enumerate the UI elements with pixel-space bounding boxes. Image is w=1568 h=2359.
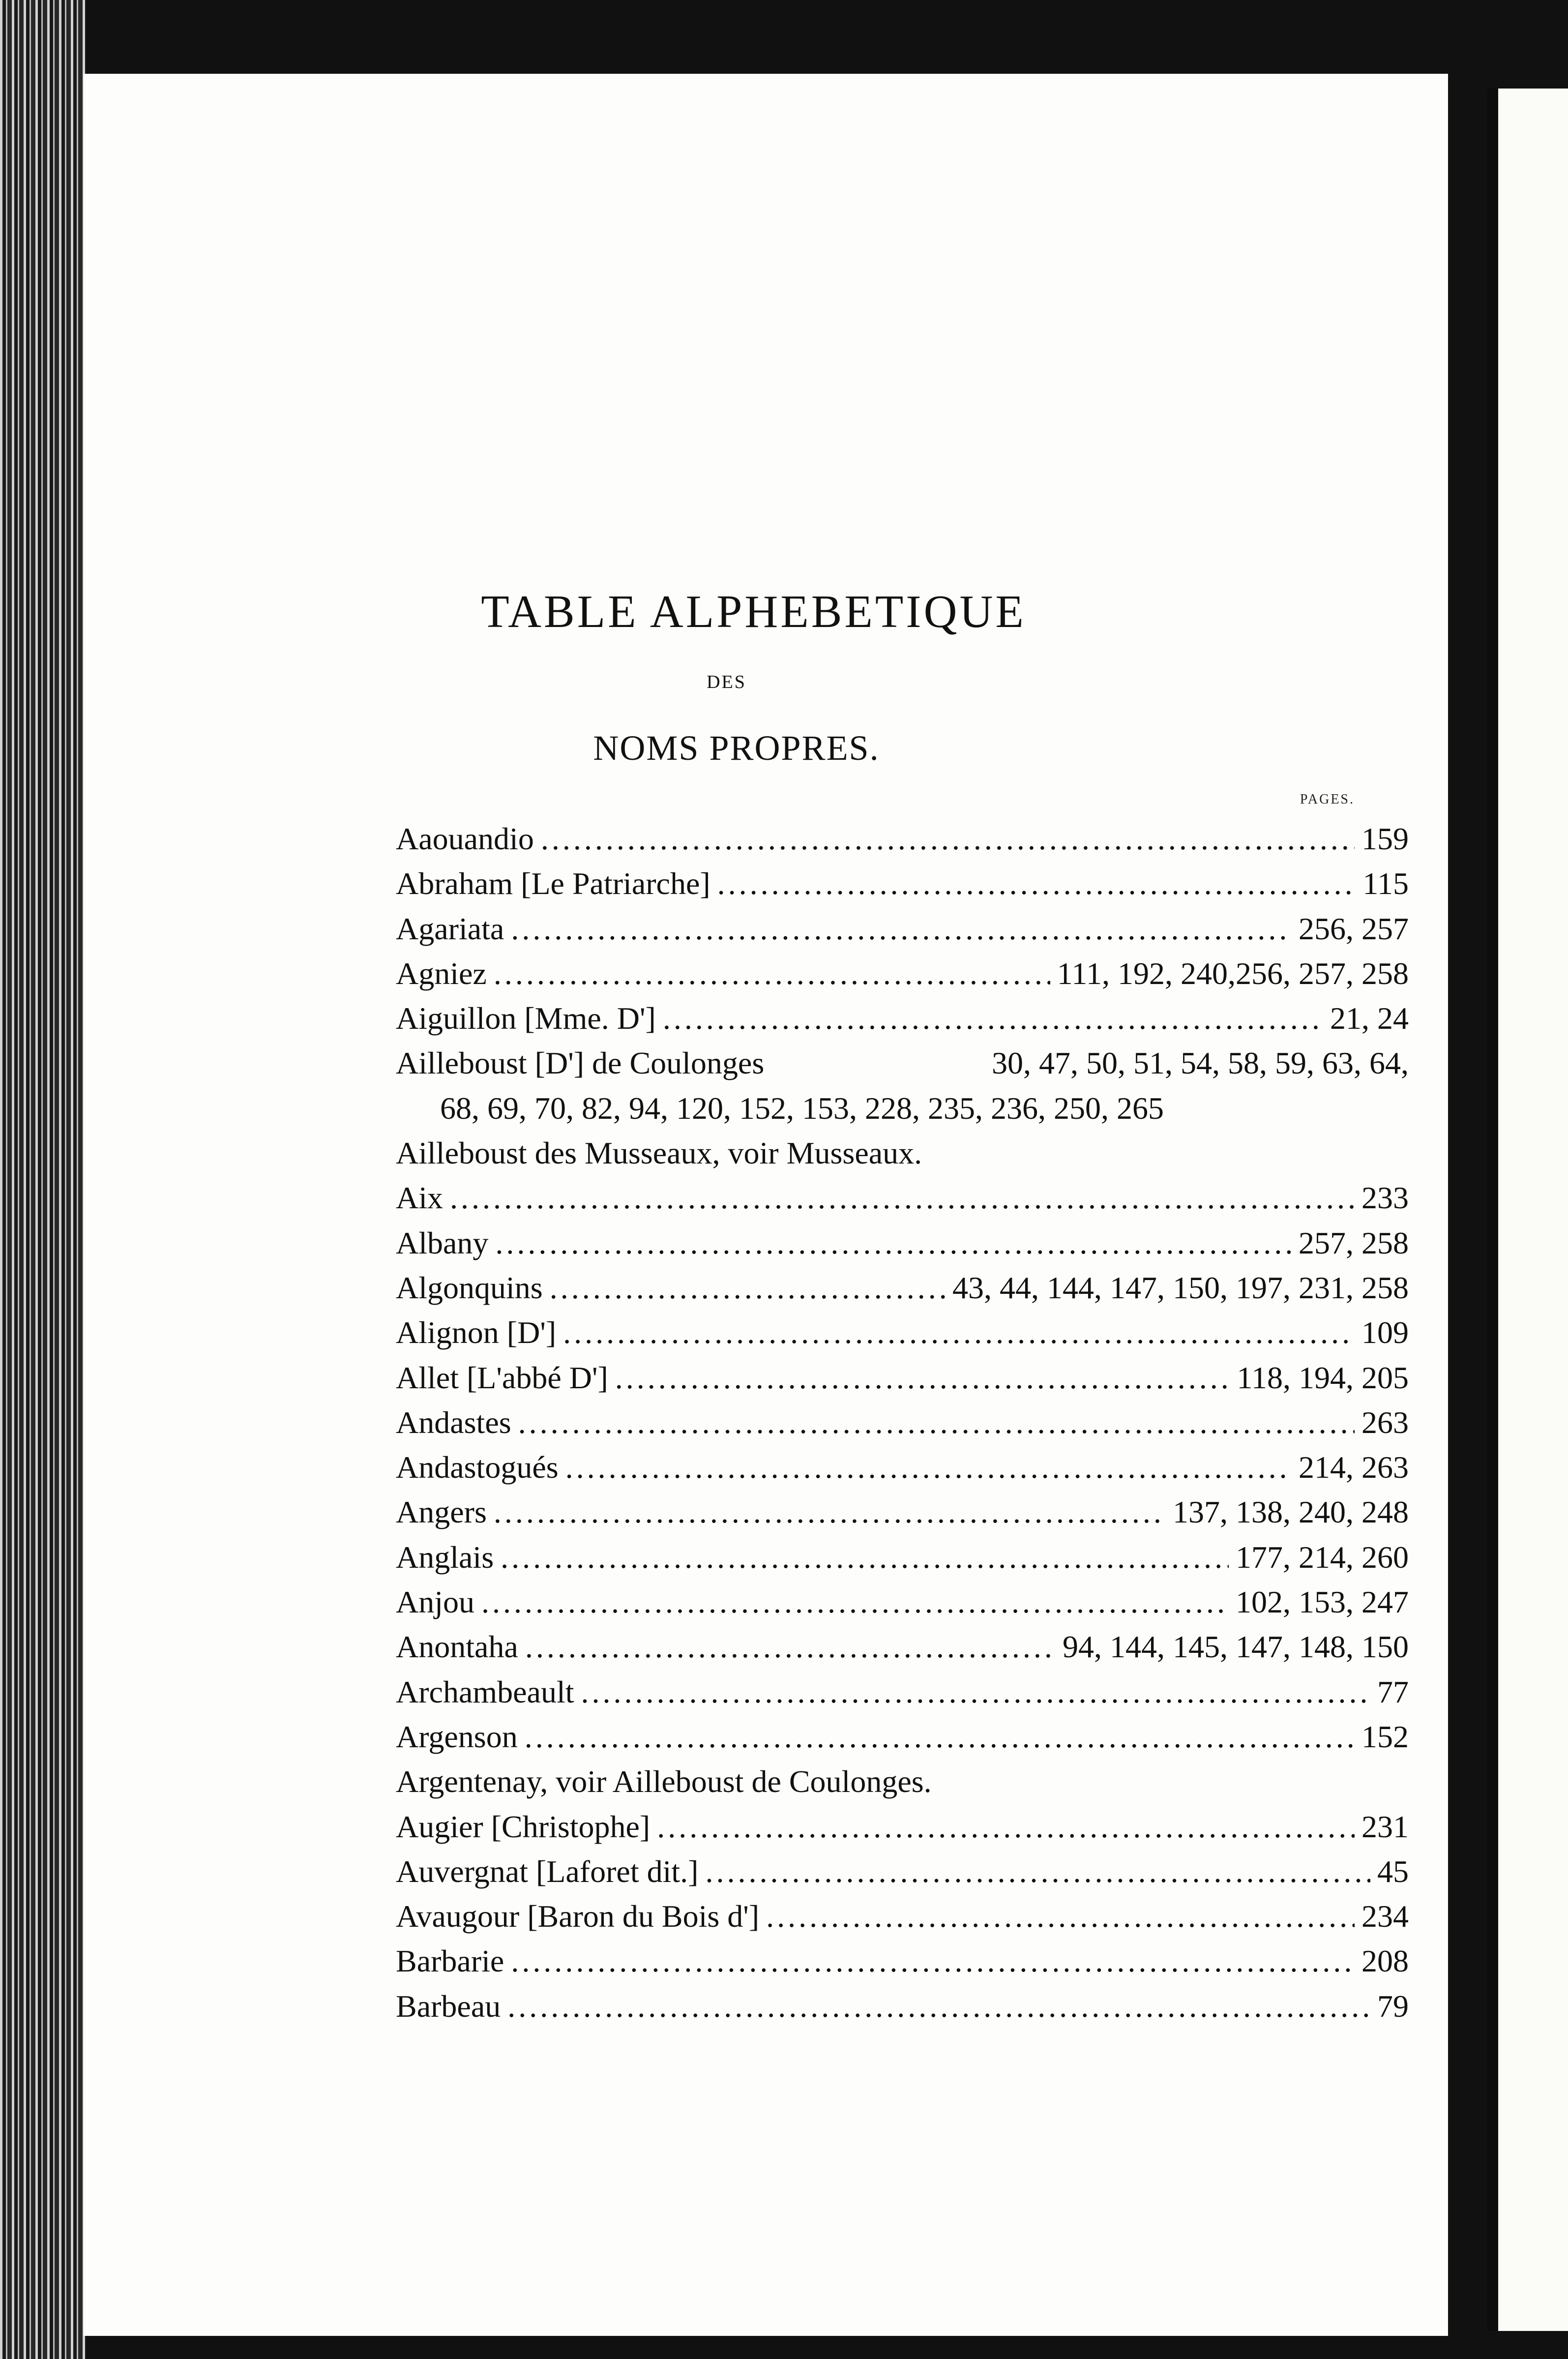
index-entry — [396, 1490, 1409, 1534]
entry-pages: 43, 44, 144, 147, 150, 197, 231, 258 — [952, 1270, 1409, 1305]
see-also-entry: Ailleboust des Musseaux, voir Musseaux. — [396, 1135, 922, 1171]
leader-dots — [550, 1265, 946, 1310]
leader-dots — [563, 1310, 1355, 1355]
index-entry — [396, 861, 1409, 906]
leader-dots — [565, 1445, 1292, 1490]
leader-dots — [717, 861, 1356, 906]
leader-dots — [511, 906, 1292, 951]
title-connector: DES — [707, 672, 746, 692]
leader-dots — [511, 1939, 1355, 1983]
entry-name: Argenson — [396, 1719, 518, 1754]
entry-pages: 231 — [1361, 1809, 1409, 1844]
index-entry — [396, 1939, 1409, 1983]
leader-dots — [518, 1400, 1355, 1445]
entry-name: Agniez — [396, 956, 487, 991]
index-entry — [396, 1265, 1409, 1310]
entry-name: Avaugour [Baron du Bois d'] — [396, 1899, 760, 1934]
leader-dots — [494, 951, 1050, 996]
entry-name: Anontaha — [396, 1629, 518, 1665]
entry-name: Allet [L'abbé D'] — [396, 1360, 608, 1395]
index-entry — [396, 1670, 1409, 1714]
entry-name: Andastes — [396, 1404, 511, 1440]
page-subtitle: NOMS PROPRES. — [593, 728, 880, 768]
entry-pages: 102, 153, 247 — [1236, 1584, 1409, 1620]
entry-pages: 256, 257 — [1299, 911, 1409, 946]
entry-name: Aix — [396, 1180, 443, 1216]
entry-name: Ailleboust [D'] de Coulonges — [396, 1045, 765, 1081]
index-entry — [396, 1041, 1409, 1085]
index-entry — [396, 1175, 1409, 1220]
entry-pages: 118, 194, 205 — [1237, 1360, 1409, 1395]
entry-name: Anjou — [396, 1584, 474, 1620]
leader-dots — [705, 1849, 1370, 1894]
entry-pages: 234 — [1361, 1899, 1409, 1934]
entry-pages: 233 — [1361, 1180, 1409, 1216]
entry-name: Angers — [396, 1494, 487, 1530]
entry-name: Abraham [Le Patriarche] — [396, 866, 710, 901]
index-entry — [396, 1535, 1409, 1580]
index-entry — [396, 1580, 1409, 1624]
entry-pages: 177, 214, 260 — [1236, 1539, 1409, 1575]
entry-pages: 159 — [1361, 821, 1409, 856]
entry-pages: 214, 263 — [1299, 1450, 1409, 1485]
entry-name: Algonquins — [396, 1270, 543, 1305]
leader-dots — [615, 1355, 1230, 1400]
leader-dots — [501, 1535, 1229, 1580]
leader-dots — [581, 1670, 1371, 1714]
entry-name: Albany — [396, 1225, 489, 1260]
leader-dots — [525, 1624, 1056, 1669]
entry-name: Auvergnat [Laforet dit.] — [396, 1853, 699, 1889]
index-entry — [396, 1984, 1409, 2029]
leader-dots — [663, 996, 1323, 1041]
leader-dots — [494, 1490, 1166, 1534]
pages-column-label: PAGES. — [1300, 792, 1355, 807]
leader-dots — [766, 1894, 1355, 1939]
index-entry — [396, 1804, 1409, 1849]
entry-pages: 263 — [1361, 1404, 1409, 1440]
entry-pages: 152 — [1361, 1719, 1409, 1754]
index-entry — [396, 1714, 1409, 1759]
page-title: TABLE ALPHEBETIQUE — [481, 586, 1026, 637]
entry-pages: 111, 192, 240,256, 257, 258 — [1057, 956, 1409, 991]
index-entry — [396, 1849, 1409, 1894]
next-page-edge — [1487, 89, 1568, 2331]
book-binding — [0, 0, 86, 2359]
index-entry — [396, 816, 1409, 861]
index-list — [396, 816, 1409, 2029]
entry-name: Alignon [D'] — [396, 1315, 557, 1350]
index-entry — [396, 996, 1409, 1041]
index-entry — [396, 1310, 1409, 1355]
entry-pages: 109 — [1361, 1315, 1409, 1350]
entry-name: Aiguillon [Mme. D'] — [396, 1001, 656, 1036]
index-entry — [396, 1624, 1409, 1669]
index-entry — [396, 1355, 1409, 1400]
entry-pages: 79 — [1377, 1988, 1409, 2024]
entry-pages: 257, 258 — [1299, 1225, 1409, 1260]
index-entry — [396, 1894, 1409, 1939]
leader-dots — [525, 1714, 1355, 1759]
see-also-entry: Argentenay, voir Ailleboust de Coulonges. — [396, 1764, 932, 1799]
entry-continuation: 68, 69, 70, 82, 94, 120, 152, 153, 228, 235, 236, 250, 265 — [440, 1090, 1164, 1126]
entry-name: Andastogués — [396, 1450, 559, 1485]
entry-pages: 208 — [1361, 1943, 1409, 1979]
leader-dots — [541, 816, 1355, 861]
entry-name: Anglais — [396, 1539, 494, 1575]
entry-name: Barbeau — [396, 1988, 501, 2024]
entry-pages: 137, 138, 240, 248 — [1173, 1494, 1409, 1530]
entry-name: Agariata — [396, 911, 504, 946]
entry-name: Barbarie — [396, 1943, 504, 1979]
book-page — [84, 74, 1448, 2336]
index-entry — [396, 906, 1409, 951]
entry-pages: 77 — [1377, 1674, 1409, 1709]
index-entry — [396, 1221, 1409, 1265]
index-entry — [396, 951, 1409, 996]
entry-pages: 115 — [1362, 866, 1409, 901]
entry-pages: 30, 47, 50, 51, 54, 58, 59, 63, 64, — [992, 1045, 1409, 1081]
entry-name: Archambeault — [396, 1674, 574, 1709]
leader-dots — [481, 1580, 1229, 1624]
index-entry — [396, 1400, 1409, 1445]
entry-name: Augier [Christophe] — [396, 1809, 651, 1844]
entry-pages: 21, 24 — [1330, 1001, 1409, 1036]
index-entry — [396, 1445, 1409, 1490]
leader-dots — [495, 1221, 1292, 1265]
leader-dots — [450, 1175, 1355, 1220]
leader-dots — [507, 1984, 1370, 2029]
leader-dots — [657, 1804, 1355, 1849]
entry-pages: 45 — [1377, 1853, 1409, 1889]
entry-name: Aaouandio — [396, 821, 534, 856]
entry-pages: 94, 144, 145, 147, 148, 150 — [1063, 1629, 1409, 1665]
